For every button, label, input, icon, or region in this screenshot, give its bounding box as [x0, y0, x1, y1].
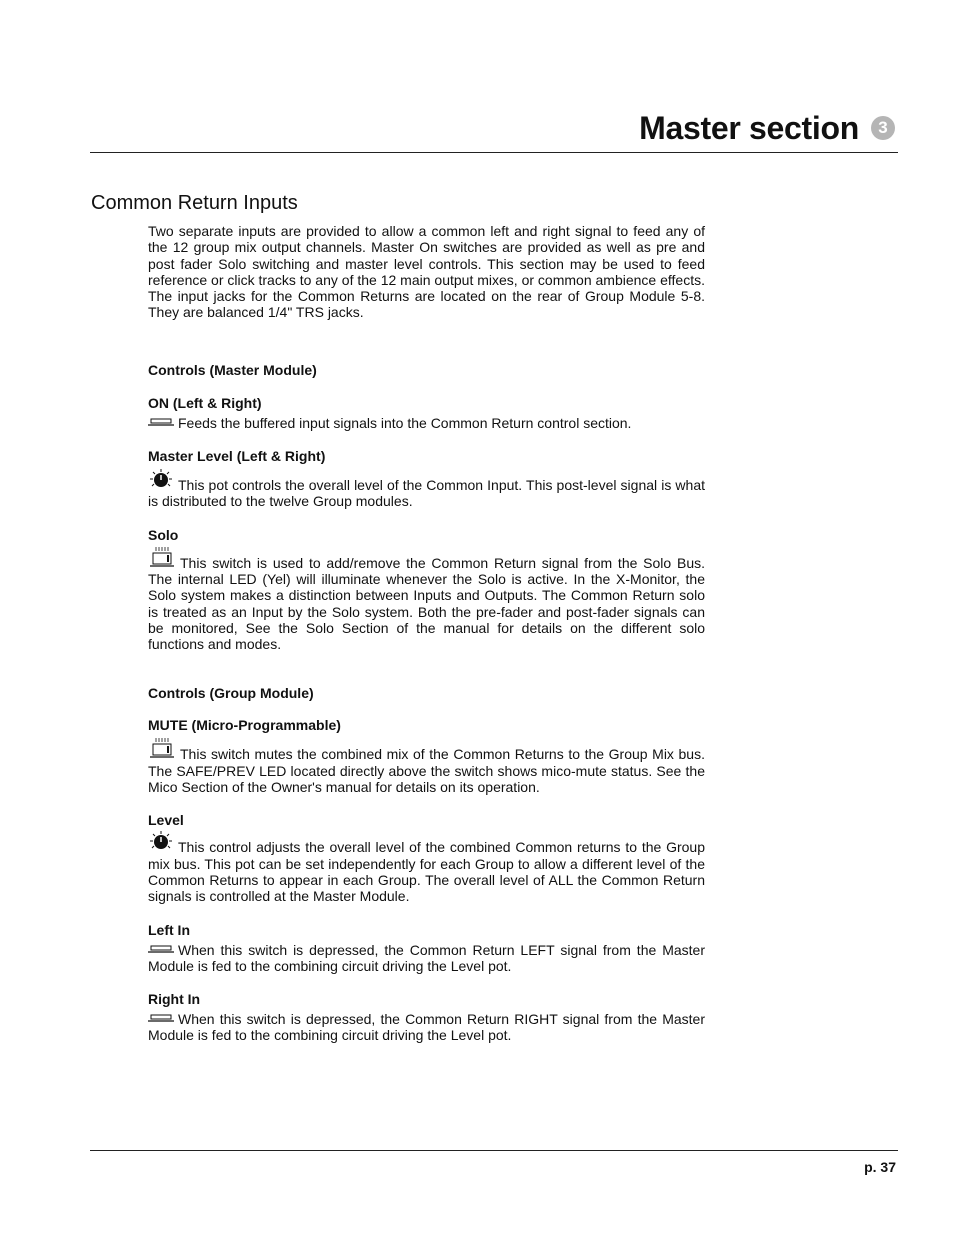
subsection-heading-master: Controls (Master Module): [148, 361, 317, 378]
footer-divider: [90, 1150, 898, 1151]
control-title-mute: MUTE (Micro-Programmable): [148, 717, 341, 734]
control-title-solo: Solo: [148, 526, 179, 543]
control-desc-text: This pot controls the overall level of the Common Input. This post-level signal is what is distributed to the twelve Group modules.: [148, 477, 705, 510]
chapter-number-badge: 3: [871, 116, 895, 140]
header-divider: [90, 152, 898, 153]
led-switch-icon: [148, 546, 176, 568]
control-desc-solo: [148, 546, 705, 653]
pot-knob-icon: [148, 468, 174, 490]
push-switch-icon: [148, 418, 174, 428]
push-switch-icon: [148, 945, 174, 955]
control-desc-text: When this switch is depressed, the Common Return RIGHT signal from the Master Module is fed to the combining circuit driving the Level pot.: [148, 1011, 705, 1044]
pot-knob-icon: [148, 830, 174, 852]
control-desc-master-level: [148, 468, 705, 510]
control-title-master-level: Master Level (Left & Right): [148, 448, 326, 465]
control-desc-left-in: [148, 942, 705, 975]
control-desc-mute: [148, 737, 705, 795]
control-title-right-in: Right In: [148, 991, 201, 1008]
control-desc-text: This switch mutes the combined mix of the Common Returns to the Group Mix bus. The SAFE/PREV LED located directly above the switch shows mico-mute status. See the Mico Section of the Owner's manual for details on its operation.: [148, 746, 705, 796]
main-content: [148, 223, 705, 1044]
control-desc-level: [148, 830, 705, 904]
page-number: p. 37: [864, 1159, 896, 1175]
control-title-on: ON (Left & Right): [148, 394, 262, 411]
control-title-level: Level: [148, 812, 184, 829]
led-switch-icon: [148, 737, 176, 759]
intro-paragraph: Two separate inputs are provided to allow a common left and right signal to feed any of the 12 group mix output channels. Master On switches are provided as well as pre and post fader Solo switching and master level controls. This section may be used to feed reference or click tracks to any of the 12 main output mixes, or common ambience effects. The input jacks for the Common Returns are located on the rear of Group Module 5-8. They are balanced 1/4" TRS jacks.: [148, 223, 705, 321]
control-desc-on: [148, 415, 705, 431]
page-title: Master section: [639, 110, 859, 146]
subsection-heading-group: Controls (Group Module): [148, 685, 314, 702]
control-desc-right-in: [148, 1011, 705, 1044]
control-title-left-in: Left In: [148, 921, 190, 938]
section-heading: Common Return Inputs: [91, 192, 298, 214]
control-desc-text: Feeds the buffered input signals into the Common Return control section.: [178, 414, 632, 431]
push-switch-icon: [148, 1014, 174, 1024]
control-desc-text: This switch is used to add/remove the Common Return signal from the Solo Bus. The internal LED (Yel) will illuminate whenever the Solo is active. In the X-Monitor, the Solo system makes a distinction between Inputs and Outputs. The Common Return solo is treated as an Input by the Solo system. Both the pre-fader and post-fader signals can be monitored, See the Solo Section of the manual for details on the different solo functions and modes.: [148, 554, 705, 653]
control-desc-text: This control adjusts the overall level of the combined Common returns to the Group mix bus. This pot can be set independently for each Group to allow a different level of the Common Returns to appear in each Group. The overall level of ALL the Common Return signals is controlled at the Master Module.: [148, 839, 705, 905]
control-desc-text: When this switch is depressed, the Common Return LEFT signal from the Master Module is fed to the combining circuit driving the Level pot.: [148, 941, 705, 974]
